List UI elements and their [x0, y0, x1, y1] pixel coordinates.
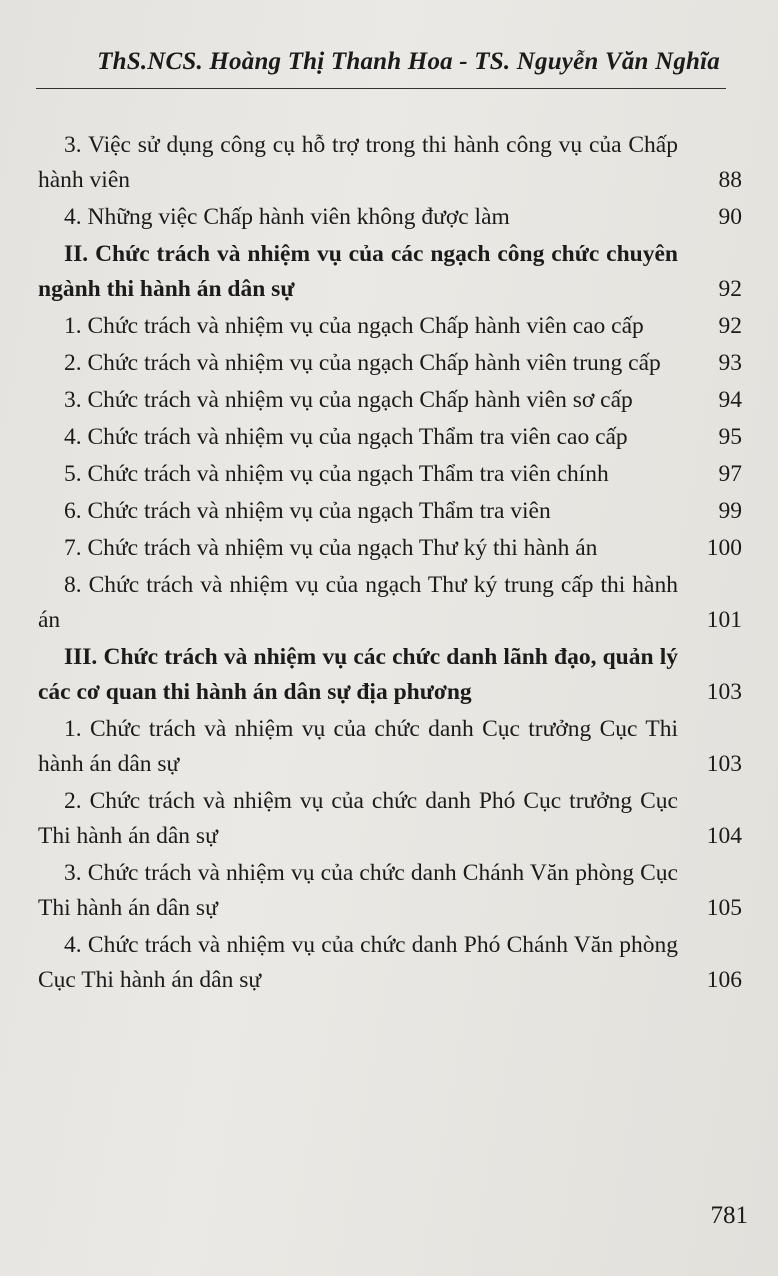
table-of-contents — [0, 128, 778, 998]
toc-entry-title: 4. Chức trách và nhiệm vụ của chức danh Phó Chánh Văn phòng Cục Thi hành án dân sự — [38, 932, 678, 993]
toc-entry-title: 5. Chức trách và nhiệm vụ của ngạch Thẩm tra viên chính — [64, 461, 609, 487]
toc-entry-page: 106 — [706, 967, 742, 993]
toc-entry-page: 103 — [706, 751, 742, 777]
toc-entry — [0, 531, 778, 566]
toc-entry — [0, 309, 778, 344]
toc-entry-title: 2. Chức trách và nhiệm vụ của ngạch Chấp hành viên trung cấp — [64, 350, 661, 376]
toc-section-heading — [0, 237, 778, 307]
toc-section-heading — [0, 640, 778, 710]
toc-entry-page: 99 — [718, 498, 742, 524]
toc-entry-page: 94 — [718, 387, 742, 413]
toc-entry-page: 101 — [706, 607, 742, 633]
toc-entry-title: 1. Chức trách và nhiệm vụ của chức danh Cục trưởng Cục Thi hành án dân sự — [38, 716, 678, 777]
toc-entry-page: 92 — [718, 313, 742, 339]
header-rule — [36, 88, 726, 89]
toc-entry-page: 88 — [718, 167, 742, 193]
toc-entry-page: 90 — [718, 204, 742, 230]
toc-entry-title: 3. Việc sử dụng công cụ hỗ trợ trong thi hành công vụ của Chấp hành viên — [38, 132, 678, 193]
toc-entry-title: 8. Chức trách và nhiệm vụ của ngạch Thư ký trung cấp thi hành án — [38, 572, 678, 633]
toc-entry-page: 105 — [706, 895, 742, 921]
toc-entry-title: 3. Chức trách và nhiệm vụ của ngạch Chấp hành viên sơ cấp — [64, 387, 633, 413]
toc-entry — [0, 128, 778, 198]
toc-entry-title: III. Chức trách và nhiệm vụ các chức danh lãnh đạo, quản lý các cơ quan thi hành án dân sự địa phương — [38, 644, 678, 705]
toc-entry — [0, 200, 778, 235]
toc-entry — [0, 928, 778, 998]
toc-entry-title: 4. Chức trách và nhiệm vụ của ngạch Thẩm tra viên cao cấp — [64, 424, 628, 450]
toc-entry — [0, 346, 778, 381]
toc-entry-page: 92 — [718, 276, 742, 302]
toc-entry-title: 7. Chức trách và nhiệm vụ của ngạch Thư ký thi hành án — [64, 535, 598, 561]
toc-entry-title: 6. Chức trách và nhiệm vụ của ngạch Thẩm tra viên — [64, 498, 551, 524]
toc-entry-title: 4. Những việc Chấp hành viên không được làm — [64, 204, 510, 230]
toc-entry — [0, 383, 778, 418]
toc-entry-page: 97 — [718, 461, 742, 487]
toc-entry-title: 1. Chức trách và nhiệm vụ của ngạch Chấp hành viên cao cấp — [64, 313, 644, 339]
toc-entry-page: 93 — [718, 350, 742, 376]
running-head: ThS.NCS. Hoàng Thị Thanh Hoa - TS. Nguyễn Văn Nghĩa — [97, 48, 720, 75]
toc-entry-title: II. Chức trách và nhiệm vụ của các ngạch công chức chuyên ngành thi hành án dân sự — [38, 241, 678, 302]
toc-entry — [0, 494, 778, 529]
toc-entry — [0, 856, 778, 926]
toc-entry-page: 95 — [718, 424, 742, 450]
toc-entry-page: 103 — [706, 679, 742, 705]
toc-entry-page: 100 — [706, 535, 742, 561]
toc-entry-title: 3. Chức trách và nhiệm vụ của chức danh Chánh Văn phòng Cục Thi hành án dân sự — [38, 860, 678, 921]
toc-entry — [0, 712, 778, 782]
toc-entry-title: 2. Chức trách và nhiệm vụ của chức danh Phó Cục trưởng Cục Thi hành án dân sự — [38, 788, 678, 849]
toc-entry — [0, 784, 778, 854]
toc-entry-page: 104 — [706, 823, 742, 849]
page-number: 781 — [710, 1202, 748, 1229]
toc-entry — [0, 420, 778, 455]
toc-entry — [0, 568, 778, 638]
toc-entry — [0, 457, 778, 492]
